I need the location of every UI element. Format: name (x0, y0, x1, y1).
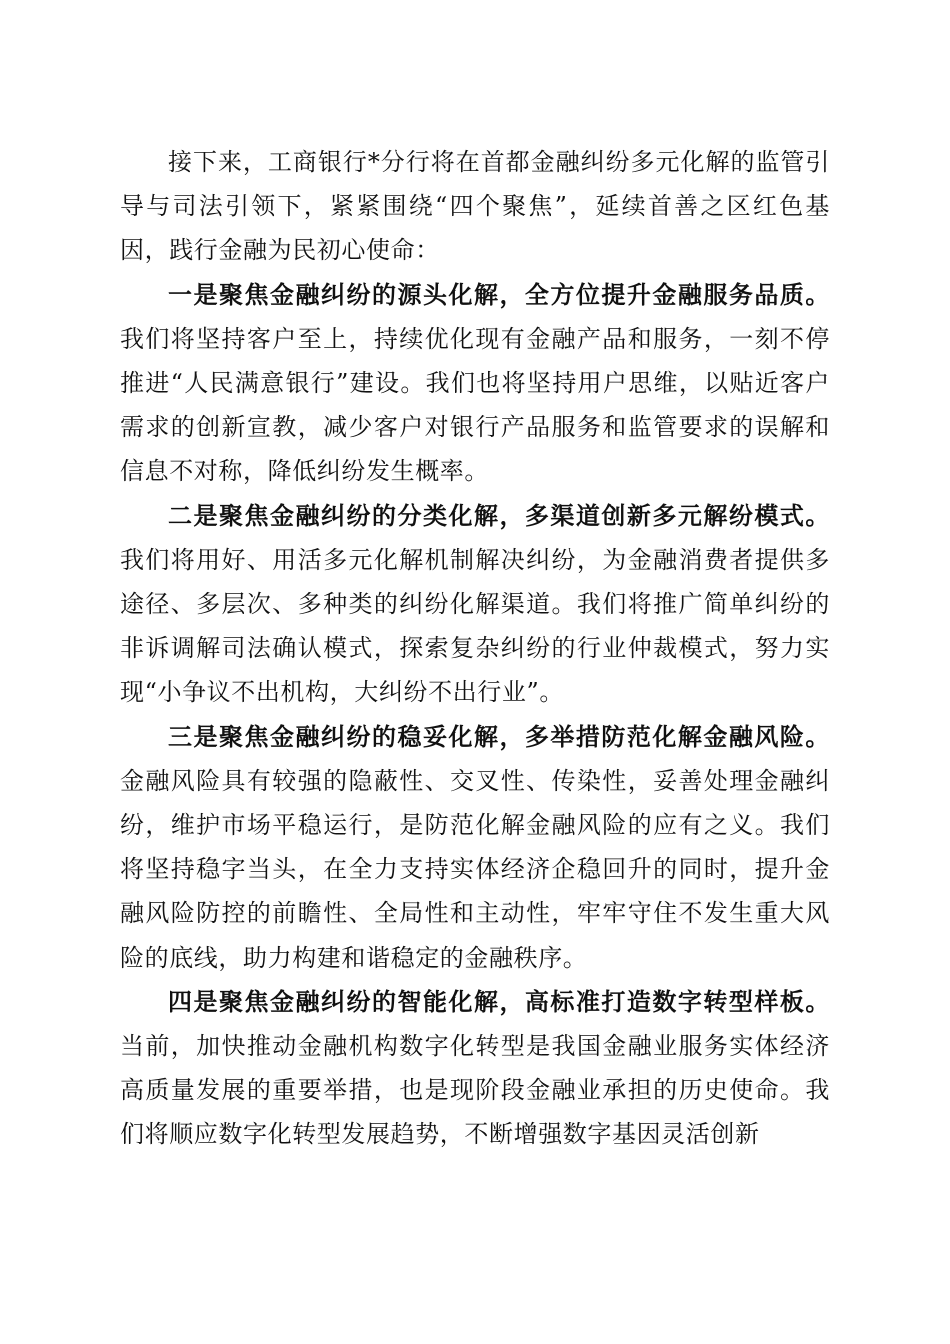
section-heading-1: 一是聚焦金融纠纷的源头化解，全方位提升金融服务品质。 (168, 279, 830, 309)
section-paragraph-3 (120, 715, 830, 980)
section-body-4: 当前，加快推动金融机构数字化转型是我国金融业服务实体经济高质量发展的重要举措，也是现阶段金融业承担的历史使命。我们将顺应数字化转型发展趋势，不断增强数字基因灵活创新 (120, 1032, 830, 1149)
section-heading-3: 三是聚焦金融纠纷的稳妥化解，多举措防范化解金融风险。 (168, 721, 830, 751)
section-paragraph-2 (120, 494, 830, 715)
intro-paragraph: 接下来，工商银行*分行将在首都金融纠纷多元化解的监管引导与司法引领下，紧紧围绕“四个聚焦”，延续首善之区红色基因，践行金融为民初心使命： (120, 148, 830, 265)
section-paragraph-4 (120, 980, 830, 1157)
section-heading-2: 二是聚焦金融纠纷的分类化解，多渠道创新多元解纷模式。 (168, 500, 830, 530)
section-body-3: 金融风险具有较强的隐蔽性、交叉性、传染性，妥善处理金融纠纷，维护市场平稳运行，是防范化解金融风险的应有之义。我们将坚持稳字当头，在全力支持实体经济企稳回升的同时，提升金融风险防控的前瞻性、全局性和主动性，牢牢守住不发生重大风险的底线，助力构建和谐稳定的金融秩序。 (120, 766, 830, 972)
section-paragraph-1 (120, 273, 830, 494)
document-body (120, 140, 830, 1157)
section-heading-4: 四是聚焦金融纠纷的智能化解，高标准打造数字转型样板。 (168, 986, 830, 1016)
section-body-1: 我们将坚持客户至上，持续优化现有金融产品和服务，一刻不停推进“人民满意银行”建设。我们也将坚持用户思维，以贴近客户需求的创新宣教，减少客户对银行产品服务和监管要求的误解和信息不对称，降低纠纷发生概率。 (120, 324, 830, 486)
section-body-2: 我们将用好、用活多元化解机制解决纠纷，为金融消费者提供多途径、多层次、多种类的纠纷化解渠道。我们将推广简单纠纷的非诉调解司法确认模式，探索复杂纠纷的行业仲裁模式，努力实现“小争议不出机构，大纠纷不出行业”。 (120, 545, 830, 707)
